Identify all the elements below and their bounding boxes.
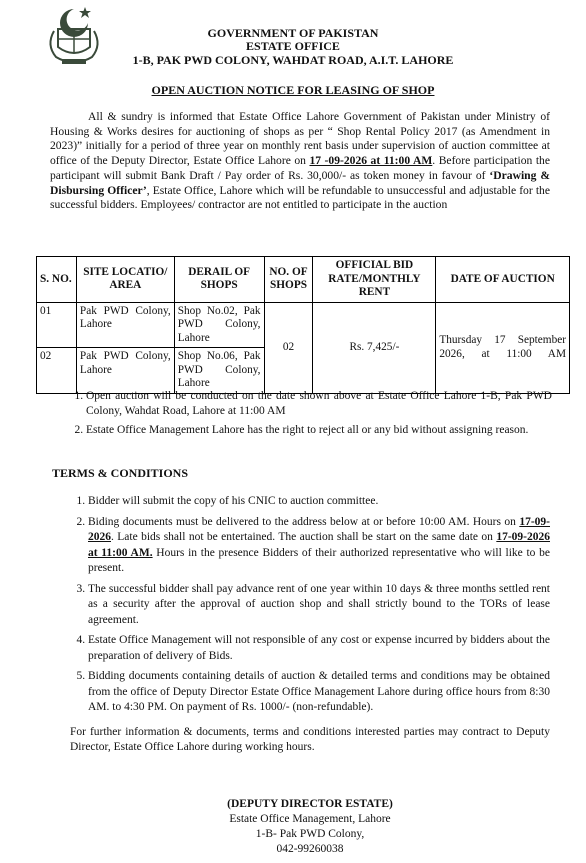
notes-list bbox=[86, 389, 552, 443]
intro-auction-date: 17 -09-2026 at 11:00 AM bbox=[309, 154, 433, 168]
row-site: Pak PWD Colony, Lahore bbox=[76, 348, 174, 394]
row-sno: 02 bbox=[37, 348, 77, 394]
term-text: Biding documents must be delivered to the address below at or before 10:00 AM. Hours on bbox=[88, 515, 520, 528]
row-detail: Shop No.06, Pak PWD Colony, Lahore bbox=[174, 348, 264, 394]
header-site: SITE LOCATIO/ AREA bbox=[76, 257, 174, 303]
signature-office: Estate Office Management, Lahore bbox=[229, 813, 391, 825]
note-item: 1. Open auction will be conducted on the date shown above at Estate Office Lahore 1-B, Pak PWD Colony, Wahdat Road, Lahore at 11:00 AM bbox=[86, 389, 552, 418]
term-text: Hours in the presence Bidders of their authorized representative who will like to be present. bbox=[88, 546, 550, 574]
term-item: 1. Bidder will submit the copy of his CNIC to auction committee. bbox=[88, 494, 550, 510]
signature-title: (DEPUTY DIRECTOR ESTATE) bbox=[227, 798, 393, 810]
term-item bbox=[88, 515, 550, 577]
header-bid-rate: OFFICIAL BID RATE/MONTHLY RENT bbox=[313, 257, 436, 303]
row-detail: Shop No.02, Pak PWD Colony, Lahore bbox=[174, 302, 264, 348]
header-auction-date: DATE OF AUCTION bbox=[436, 257, 570, 303]
intro-payee: ‘Drawing & Disbursing Officer’ bbox=[50, 168, 550, 197]
intro-text-2: . Before participation the participant will submit Bank Draft / Pay order of Rs. 30,000/- as token money in favour of bbox=[50, 154, 550, 182]
signature-address: 1-B- Pak PWD Colony, bbox=[255, 828, 365, 840]
term-date: 17-09-2026 at 11:00 AM. bbox=[88, 531, 550, 559]
table-header-row bbox=[37, 257, 570, 303]
term-item: 3. The successful bidder shall pay advance rent of one year within 10 days & three months settled rent as a security after the approval of auction shop and shall strictly bound to the TORs of lease agreement. bbox=[88, 582, 550, 629]
table-row bbox=[37, 302, 570, 348]
term-item: 5. Bidding documents containing details of auction & detailed terms and conditions may be obtained from the office of Deputy Director Estate Office Management Lahore during office hours from 8:30 AM. to 4:30 PM. On payment of Rs. 1000/- (non-refundable). bbox=[88, 669, 550, 716]
auction-date-cell: Thursday 17 September 2026, at 11:00 AM bbox=[436, 302, 570, 393]
intro-text-3: , Estate Office, Lahore which will be refundable to unsuccessful and adjustable for the successful bidders. Employees/ contractor are not entitled to participate in the auction bbox=[50, 183, 550, 212]
header-address: 1-B, PAK PWD COLONY, WAHDAT ROAD, A.I.T. LAHORE bbox=[132, 53, 454, 67]
header-office: ESTATE OFFICE bbox=[246, 39, 340, 53]
row-sno: 01 bbox=[37, 302, 77, 348]
header-detail: DERAIL OF SHOPS bbox=[174, 257, 264, 303]
intro-paragraph bbox=[50, 110, 550, 213]
auction-table bbox=[36, 256, 570, 394]
note-item: 2. Estate Office Management Lahore has the right to reject all or any bid without assigning reason. bbox=[86, 423, 552, 438]
term-text: . Late bids shall not be entertained. The auction shall be start on the same date on bbox=[111, 531, 497, 543]
signature-phone: 042-99260038 bbox=[276, 843, 344, 855]
notice-title: OPEN AUCTION NOTICE FOR LEASING OF SHOP bbox=[151, 83, 435, 97]
header-sno: S. NO. bbox=[37, 257, 77, 303]
signature-block bbox=[180, 797, 440, 857]
intro-text-1: All & sundry is informed that Estate Office Lahore Government of Pakistan under Ministry of Housing & Works desires for auctioning of shops as per “ Shop Rental Policy 2017 (as Amendment in 2023)” initially for a period of three year on monthly rent basis under supervision of auction committee at office of the Deputy Director, Estate Office Lahore on bbox=[50, 110, 550, 168]
further-info: For further information & documents, terms and conditions interested parties may contract to Deputy Director, Estate Office Lahore during working hours. bbox=[70, 726, 550, 753]
term-date: 17-09-2026 bbox=[88, 515, 550, 543]
header-num-shops: NO. OF SHOPS bbox=[264, 257, 313, 303]
term-item: 4. Estate Office Management will not responsible of any cost or expense incurred by bidders about the preparation of delivery of Bids. bbox=[88, 633, 550, 664]
num-shops-cell: 02 bbox=[264, 302, 313, 393]
terms-list bbox=[88, 494, 550, 721]
terms-heading: TERMS & CONDITIONS bbox=[52, 466, 189, 480]
row-site: Pak PWD Colony, Lahore bbox=[76, 302, 174, 348]
bid-rate-cell: Rs. 7,425/- bbox=[313, 302, 436, 393]
header-government: GOVERNMENT OF PAKISTAN bbox=[207, 26, 379, 40]
